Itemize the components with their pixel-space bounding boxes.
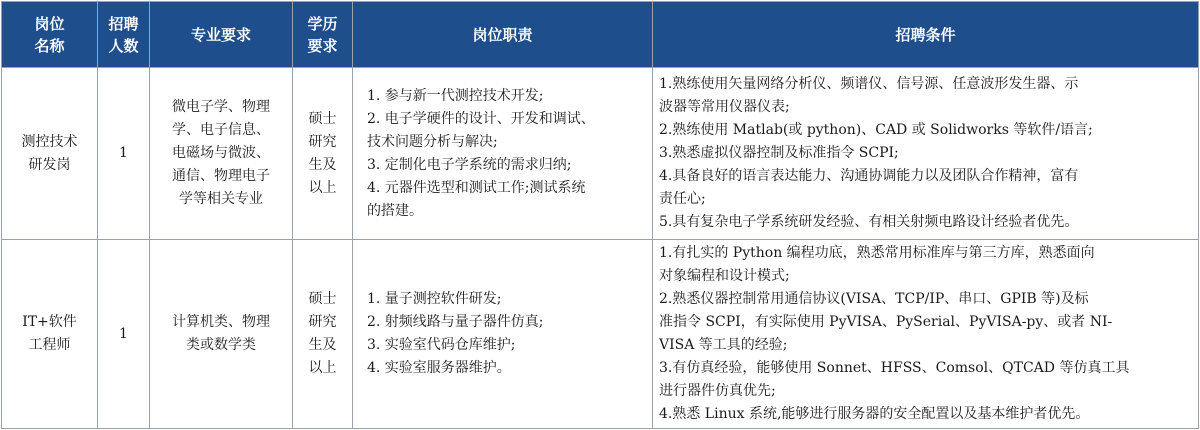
cell-headcount: 1 xyxy=(98,68,150,240)
header-headcount: 招聘 人数 xyxy=(98,2,150,68)
cell-conditions: 1.熟练使用矢量网络分析仪、频谱仪、信号源、任意波形发生器、示 波器等常用仪器仪表; 2.熟练使用 Matlab(或 python)、CAD 或 Solidworks 等软件/语言; 3.熟悉虚拟仪器控制及标准指令 SCPI; 4.具备良好的语言表达能力、沟通协调能力以及团队合作精神，富有 责任心; 5.具有复杂电子学系统研发经验、有相关射频电路设计经验者优先。 xyxy=(653,68,1199,240)
table-row xyxy=(2,68,1199,240)
cell-degree: 硕士 研究 生及 以上 xyxy=(293,68,353,240)
cell-headcount: 1 xyxy=(98,240,150,429)
cell-position-name: 测控技术 研发岗 xyxy=(2,68,98,240)
cell-duties: 1. 量子测控软件研发; 2. 射频线路与量子器件仿真; 3. 实验室代码仓库维护; 4. 实验室服务器维护。 xyxy=(353,240,653,429)
table-row xyxy=(2,240,1199,429)
header-duties: 岗位职责 xyxy=(353,2,653,68)
header-major-requirement: 专业要求 xyxy=(150,2,293,68)
cell-major: 微电子学、物理 学、电子信息、 电磁场与微波、 通信、物理电子 学等相关专业 xyxy=(150,68,293,240)
recruitment-table xyxy=(1,1,1199,429)
cell-major: 计算机类、物理 类或数学类 xyxy=(150,240,293,429)
header-conditions: 招聘条件 xyxy=(653,2,1199,68)
cell-position-name: IT+软件 工程师 xyxy=(2,240,98,429)
header-degree-requirement: 学历 要求 xyxy=(293,2,353,68)
table-header-row xyxy=(2,2,1199,68)
cell-conditions: 1.有扎实的 Python 编程功底，熟悉常用标准库与第三方库，熟悉面向 对象编程和设计模式; 2.熟悉仪器控制常用通信协议(VISA、TCP/IP、串口、GPIB 等)及标 准指令 SCPI，有实际使用 PyVISA、PySerial、PyVISA-py、或者 NI- VISA 等工具的经验; 3.有仿真经验，能够使用 Sonnet、HFSS、Comsol、QTCAD 等仿真工具 进行器件仿真优先; 4.熟悉 Linux 系统,能够进行服务器的安全配置以及基本维护者优先。 xyxy=(653,240,1199,429)
header-position-name: 岗位 名称 xyxy=(2,2,98,68)
cell-duties: 1. 参与新一代测控技术开发; 2. 电子学硬件的设计、开发和调试、 技术问题分析与解决; 3. 定制化电子学系统的需求归纳; 4. 元器件选型和测试工作;测试系统 的搭建。 xyxy=(353,68,653,240)
cell-degree: 硕士 研究 生及 以上 xyxy=(293,240,353,429)
